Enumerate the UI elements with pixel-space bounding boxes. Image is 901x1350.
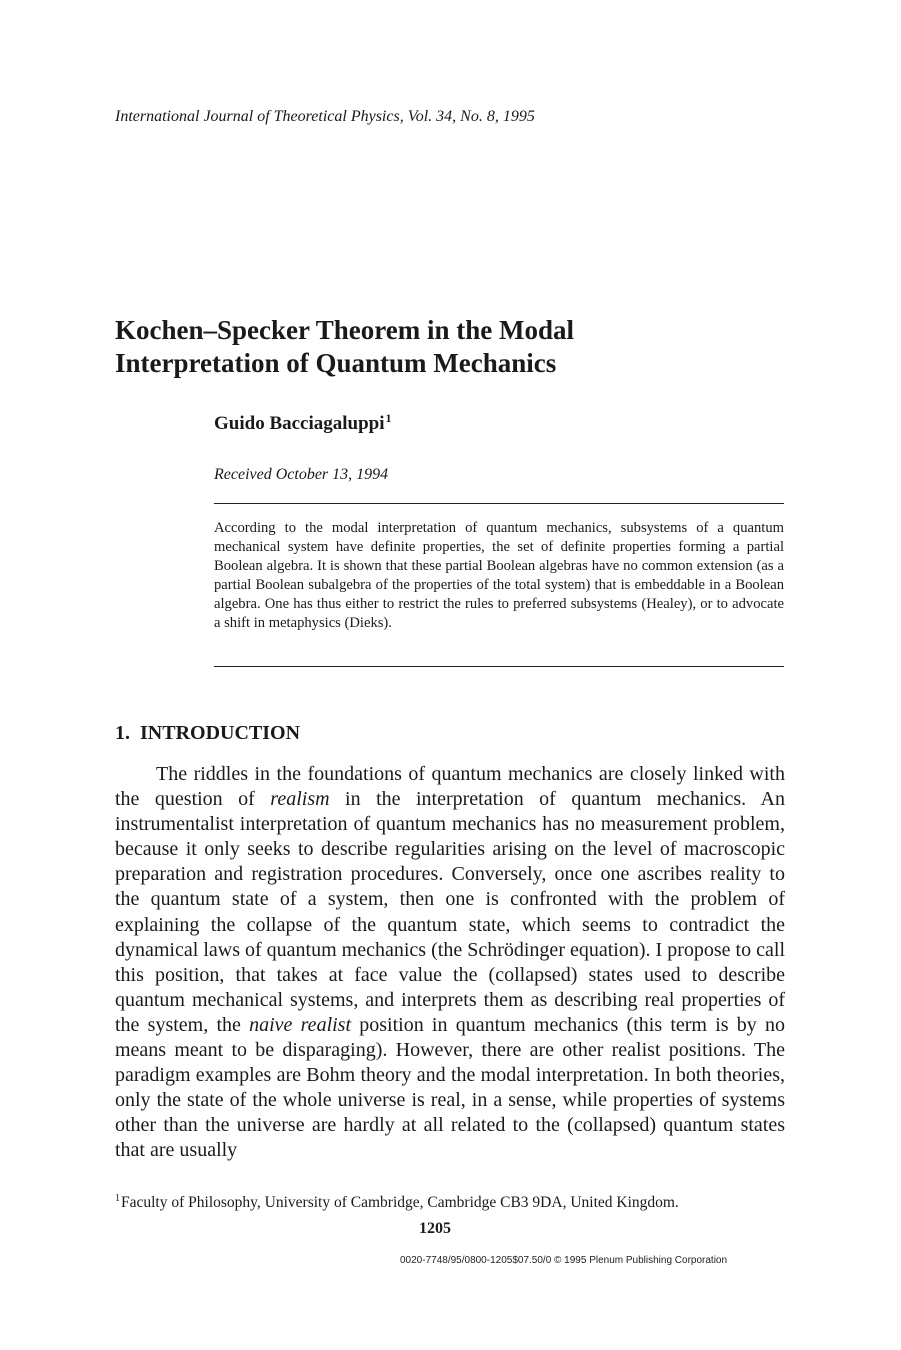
abstract: According to the modal interpretation of quantum mechanics, subsystems of a quantum mechanical system have definite properties, the set of definite properties forming a partial Boolean algebra. It is shown that these partial Boolean algebras have no common extension (as a partial Boolean subalgebra of the properties of the total system) that is embeddable in a Boolean algebra. One has thus either to restrict the rules to preferred subsystems (Healey), or to advocate a shift in metaphysics (Dieks). [214, 520, 784, 631]
footnote-mark: 1 [115, 1193, 120, 1204]
body-text-part-3: position in quantum mechanics (this term is by no means meant to be disparaging). However, there are other realist positions. The paradigm examples are Bohm theory and the modal interpretation. In both theories, only the state of the whole universe is real, in a sense, while properties of systems other than the universe are hardly at all related to the (collapsed) quantum states that are usually [115, 1013, 786, 1162]
introduction-paragraph [115, 762, 785, 1164]
author-name: Guido Bacciagaluppi [214, 413, 385, 434]
body-text-part-2: in the interpretation of quantum mechanics. An instrumentalist interpretation of quantum mechanics has no measurement problem, because it only seeks to describe regularities arising on the level of macroscopic preparation and registration procedures. Conversely, once one ascribes reality to the quantum state of a system, then one is confronted with the problem of explaining the collapse of the quantum state, which seems to contradict the dynamical laws of quantum mechanics (the Schrödinger equation). I propose to call this position, that takes at face value the (collapsed) states used to describe quantum mechanical systems, and interprets them as describing real properties of the system, the [115, 788, 785, 1036]
paper-title-line-2: Interpretation of Quantum Mechanics [115, 348, 557, 378]
abstract-bottom-rule [214, 666, 784, 667]
author-footnote-mark: 1 [385, 411, 392, 425]
section-heading [115, 722, 300, 745]
abstract-top-rule [214, 503, 784, 504]
page-number: 1205 [419, 1220, 451, 1237]
paper-title [115, 314, 815, 380]
emphasis-naive-realist: naive realist [249, 1013, 352, 1036]
author [214, 411, 392, 435]
footnote-text: Faculty of Philosophy, University of Cambridge, Cambridge CB3 9DA, United Kingdom. [121, 1194, 679, 1211]
copyright-line: 0020-7748/95/0800-1205$07.50/0 © 1995 Plenum Publishing Corporation [400, 1255, 728, 1266]
paper-title-line-1: Kochen–Specker Theorem in the Modal [115, 315, 574, 345]
emphasis-realism: realism [270, 788, 330, 811]
received-date: Received October 13, 1994 [214, 466, 389, 483]
section-title: INTRODUCTION [140, 722, 301, 744]
section-number: 1. [115, 722, 130, 744]
journal-citation: International Journal of Theoretical Physics, Vol. 34, No. 8, 1995 [115, 108, 535, 125]
footnote [115, 1193, 679, 1212]
body-text-part-1: The riddles in the foundations of quantum mechanics are closely linked with the question of [115, 763, 785, 811]
